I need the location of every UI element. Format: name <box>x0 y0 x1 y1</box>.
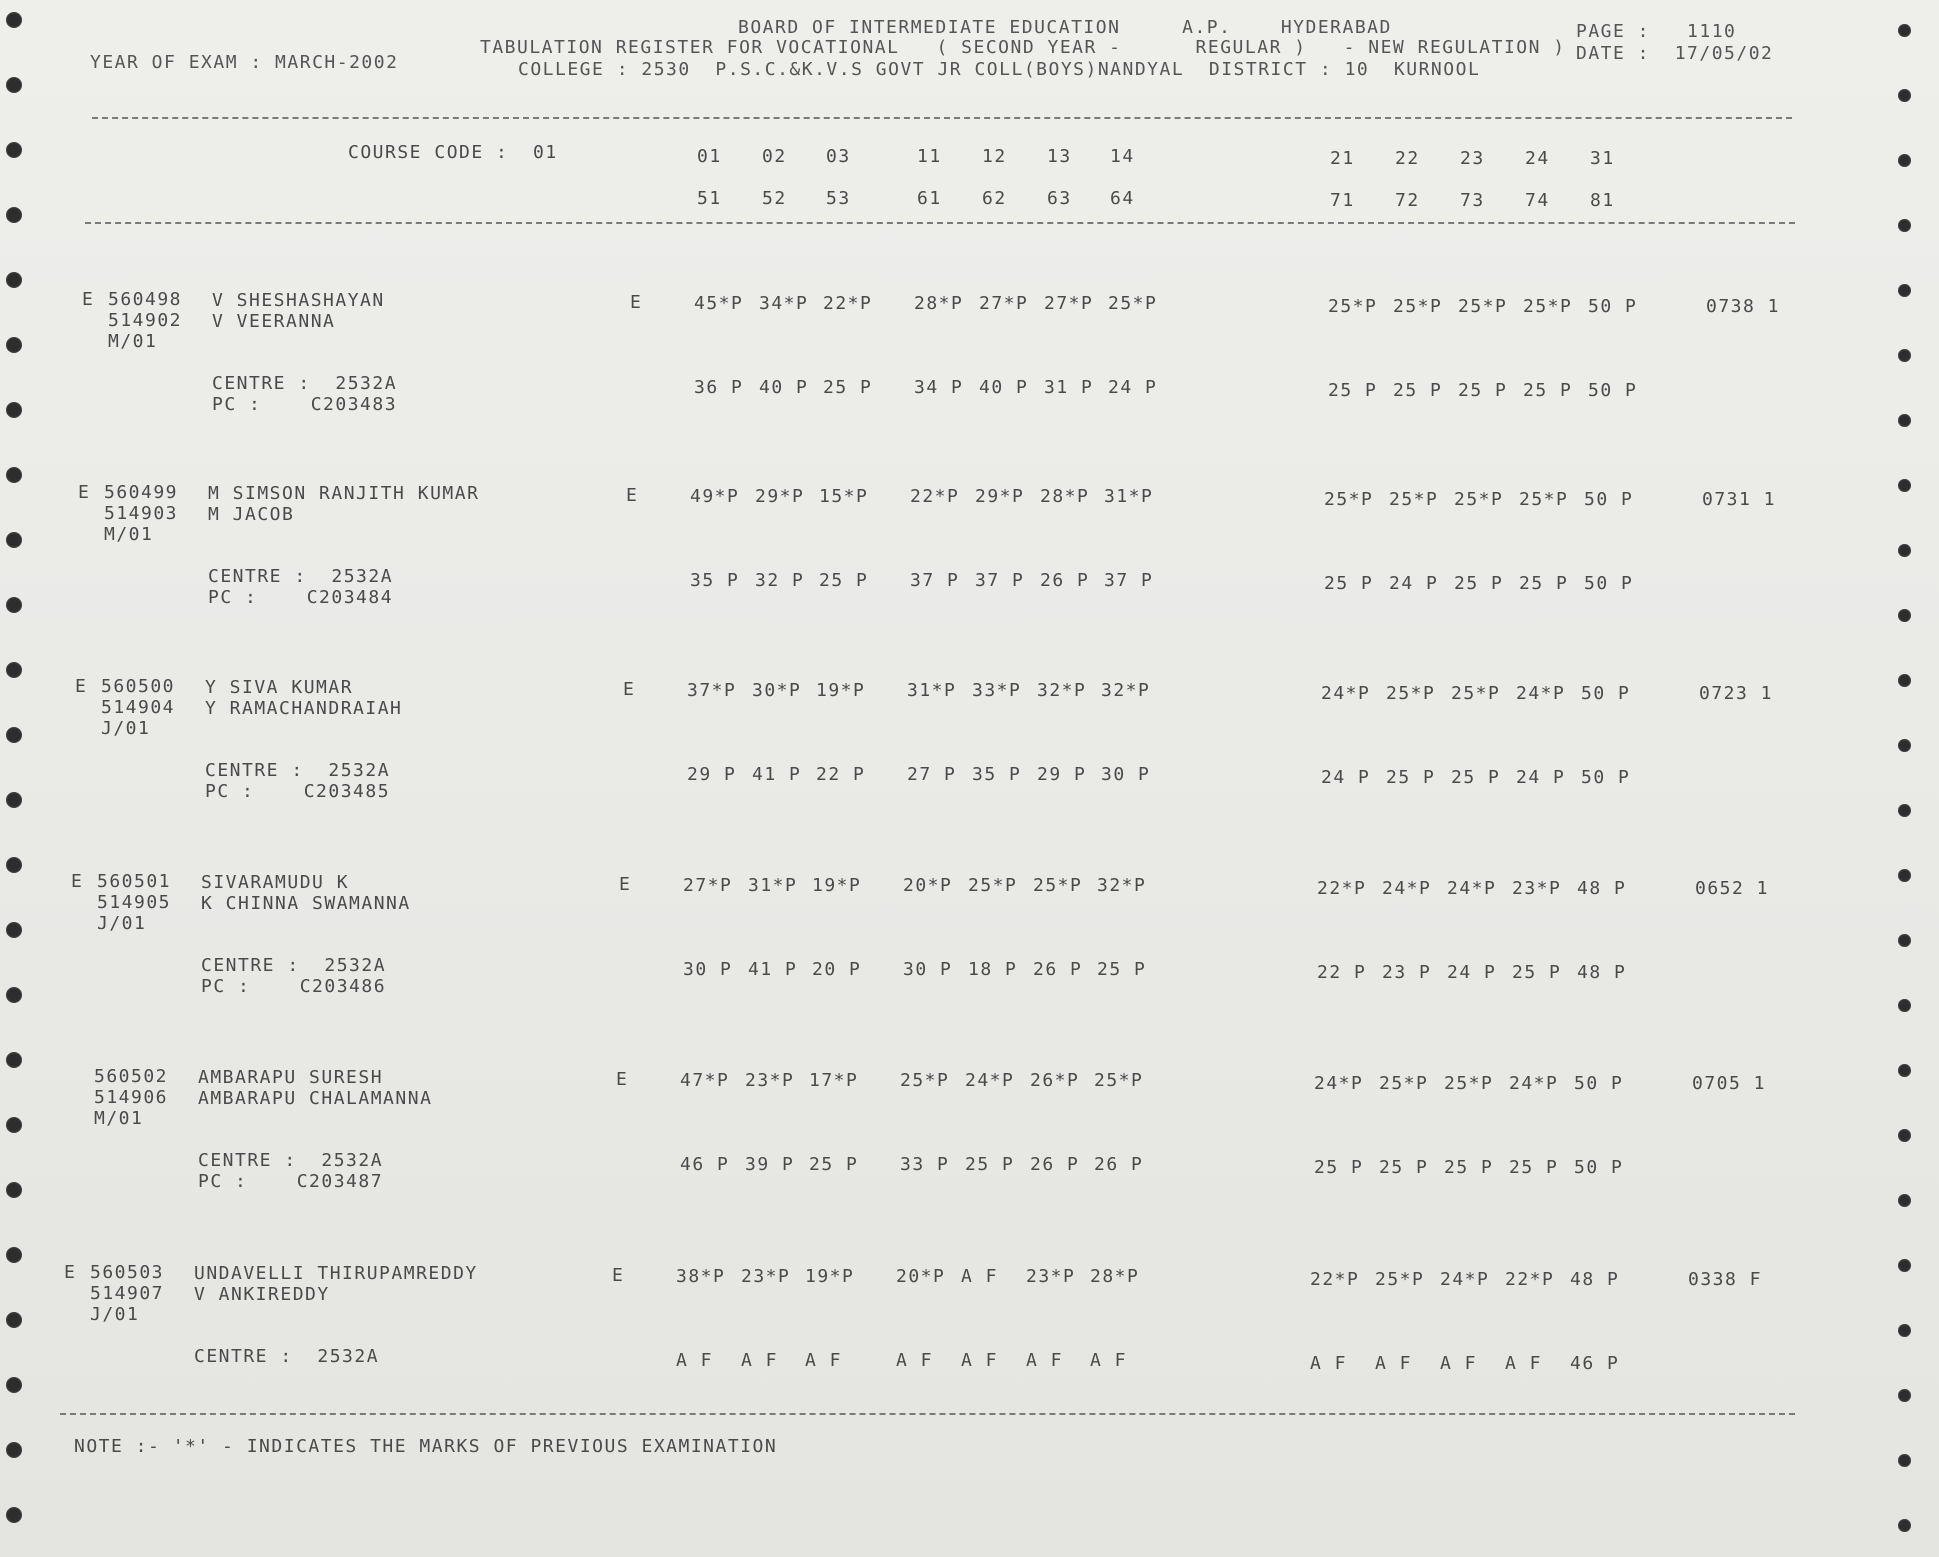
centre-code: CENTRE : 2532A <box>201 955 387 976</box>
sprocket-hole <box>6 12 22 28</box>
mark-cell: 25 P <box>1509 1157 1559 1178</box>
right-sprocket-holes <box>1880 0 1910 1557</box>
sprocket-hole <box>1898 89 1911 102</box>
total-result: 0338 F <box>1688 1269 1763 1290</box>
sprocket-hole <box>6 1377 22 1393</box>
mark-cell: 37 P <box>1104 570 1154 591</box>
sprocket-hole <box>1898 869 1911 882</box>
mark-cell: 19*P <box>816 680 866 701</box>
mark-cell: A F <box>961 1266 999 1287</box>
mark-cell: 25 P <box>965 1154 1015 1175</box>
sprocket-hole <box>6 467 22 483</box>
header-divider <box>92 117 1792 119</box>
mark-cell: 25*P <box>1324 489 1374 510</box>
mark-cell: 24*P <box>1382 878 1432 899</box>
print-date: DATE : 17/05/02 <box>1576 43 1774 64</box>
mark-cell: 25 P <box>809 1154 859 1175</box>
course-code-cell: 24 <box>1525 148 1550 169</box>
sprocket-hole <box>6 597 22 613</box>
mark-cell: 33 P <box>900 1154 950 1175</box>
mark-cell: 32*P <box>1101 680 1151 701</box>
mark-cell: 23 P <box>1382 962 1432 983</box>
sprocket-hole <box>1898 1389 1911 1402</box>
category: J/01 <box>90 1304 140 1325</box>
mark-cell: 22 P <box>1317 962 1367 983</box>
course-code-cell: 21 <box>1330 148 1355 169</box>
register-number: 514906 <box>94 1087 169 1108</box>
mark-cell: 25*P <box>1458 296 1508 317</box>
sprocket-hole <box>6 857 22 873</box>
sprocket-hole <box>6 532 22 548</box>
mark-cell: 31 P <box>1044 377 1094 398</box>
board-title: BOARD OF INTERMEDIATE EDUCATION A.P. HYDERABAD <box>738 17 1392 38</box>
mark-cell: 31*P <box>748 875 798 896</box>
mark-cell: 19*P <box>812 875 862 896</box>
mark-cell: 24 P <box>1447 962 1497 983</box>
mark-cell: 33*P <box>972 680 1022 701</box>
exam-flag: E <box>64 1262 77 1283</box>
sprocket-hole <box>1898 804 1911 817</box>
sprocket-hole <box>1898 609 1911 622</box>
mark-cell: 48 P <box>1577 962 1627 983</box>
register-number: 514903 <box>104 503 179 524</box>
mark-cell: A F <box>896 1350 934 1371</box>
medium: E <box>619 874 632 895</box>
mark-cell: 26 P <box>1030 1154 1080 1175</box>
mark-cell: 24 P <box>1389 573 1439 594</box>
student-name: V SHESHASHAYAN <box>212 290 385 311</box>
mark-cell: 24*P <box>1516 683 1566 704</box>
mark-cell: 20*P <box>903 875 953 896</box>
sprocket-hole <box>6 727 22 743</box>
mark-cell: 25 P <box>823 377 873 398</box>
sprocket-hole <box>1898 999 1911 1012</box>
mark-cell: 23*P <box>741 1266 791 1287</box>
mark-cell: 25 P <box>1393 380 1443 401</box>
sprocket-hole <box>6 1507 22 1523</box>
mark-cell: 24*P <box>1440 1269 1490 1290</box>
mark-cell: 25 P <box>1097 959 1147 980</box>
sprocket-hole <box>1898 674 1911 687</box>
mark-cell: 37 P <box>975 570 1025 591</box>
footnote: NOTE :- '*' - INDICATES THE MARKS OF PREVIOUS EXAMINATION <box>74 1436 778 1457</box>
mark-cell: A F <box>1090 1350 1128 1371</box>
sprocket-hole <box>1898 219 1911 232</box>
mark-cell: 24*P <box>965 1070 1015 1091</box>
sprocket-hole <box>1898 24 1911 37</box>
mark-cell: 50 P <box>1588 296 1638 317</box>
mark-cell: 27*P <box>1044 293 1094 314</box>
mark-cell: 29 P <box>687 764 737 785</box>
mark-cell: 31*P <box>1104 486 1154 507</box>
mark-cell: 26*P <box>1030 1070 1080 1091</box>
mark-cell: 22*P <box>910 486 960 507</box>
mark-cell: 29*P <box>755 486 805 507</box>
total-result: 0738 1 <box>1706 296 1781 317</box>
mark-cell: 23*P <box>745 1070 795 1091</box>
course-code-cell: 61 <box>917 188 942 209</box>
sprocket-hole <box>6 77 22 93</box>
course-code-cell: 12 <box>982 146 1007 167</box>
mark-cell: 31*P <box>907 680 957 701</box>
sprocket-hole <box>6 987 22 1003</box>
mark-cell: 25*P <box>1094 1070 1144 1091</box>
course-code-cell: 51 <box>697 188 722 209</box>
exam-flag: E <box>75 676 88 697</box>
mark-cell: 26 P <box>1033 959 1083 980</box>
mark-cell: 38*P <box>676 1266 726 1287</box>
exam-flag: E <box>78 482 91 503</box>
course-code-cell: 13 <box>1047 146 1072 167</box>
sprocket-hole <box>6 922 22 938</box>
centre-code: CENTRE : 2532A <box>205 760 391 781</box>
mark-cell: 41 P <box>752 764 802 785</box>
hall-ticket-number: 560502 <box>94 1066 169 1087</box>
sprocket-hole <box>6 1117 22 1133</box>
hall-ticket-number: 560501 <box>97 871 172 892</box>
mark-cell: 24*P <box>1314 1073 1364 1094</box>
hall-ticket-number: 560499 <box>104 482 179 503</box>
mark-cell: 25*P <box>900 1070 950 1091</box>
mark-cell: 25*P <box>1451 683 1501 704</box>
mark-cell: 47*P <box>680 1070 730 1091</box>
mark-cell: 25 P <box>819 570 869 591</box>
register-title: TABULATION REGISTER FOR VOCATIONAL ( SECOND YEAR - REGULAR ) - NEW REGULATION ) <box>480 37 1566 58</box>
course-code-cell: 14 <box>1110 146 1135 167</box>
mark-cell: 41 P <box>748 959 798 980</box>
mark-cell: 25*P <box>1375 1269 1425 1290</box>
mark-cell: 24 P <box>1516 767 1566 788</box>
mark-cell: 32*P <box>1097 875 1147 896</box>
mark-cell: A F <box>1375 1353 1413 1374</box>
mark-cell: 35 P <box>972 764 1022 785</box>
hall-ticket-number: 560503 <box>90 1262 165 1283</box>
medium: E <box>626 485 639 506</box>
mark-cell: 23*P <box>1512 878 1562 899</box>
category: M/01 <box>94 1108 144 1129</box>
exam-flag: E <box>71 871 84 892</box>
left-sprocket-holes <box>0 0 30 1557</box>
mark-cell: 25*P <box>1393 296 1443 317</box>
mark-cell: 25*P <box>1519 489 1569 510</box>
mark-cell: 25 P <box>1314 1157 1364 1178</box>
mark-cell: 40 P <box>759 377 809 398</box>
mark-cell: 39 P <box>745 1154 795 1175</box>
sprocket-hole <box>6 402 22 418</box>
pc-number: PC : C203483 <box>212 394 398 415</box>
pc-number: PC : C203485 <box>205 781 391 802</box>
mark-cell: 46 P <box>680 1154 730 1175</box>
category: J/01 <box>97 913 147 934</box>
father-name: K CHINNA SWAMANNA <box>201 893 411 914</box>
course-code-cell: 23 <box>1460 148 1485 169</box>
mark-cell: 29 P <box>1037 764 1087 785</box>
medium: E <box>630 292 643 313</box>
mark-cell: 15*P <box>819 486 869 507</box>
father-name: V ANKIREDDY <box>194 1284 330 1305</box>
course-code-cell: 03 <box>826 146 851 167</box>
course-code-cell: 71 <box>1330 190 1355 211</box>
course-code-cell: 64 <box>1110 188 1135 209</box>
mark-cell: 24*P <box>1321 683 1371 704</box>
mark-cell: 49*P <box>690 486 740 507</box>
course-code-cell: 62 <box>982 188 1007 209</box>
mark-cell: 50 P <box>1581 683 1631 704</box>
father-name: M JACOB <box>208 504 295 525</box>
mark-cell: 20 P <box>812 959 862 980</box>
register-number: 514904 <box>101 697 176 718</box>
sprocket-hole <box>1898 1454 1911 1467</box>
mark-cell: 50 P <box>1588 380 1638 401</box>
mark-cell: A F <box>805 1350 843 1371</box>
register-number: 514905 <box>97 892 172 913</box>
sprocket-hole <box>1898 1129 1911 1142</box>
register-number: 514902 <box>108 310 183 331</box>
sprocket-hole <box>1898 934 1911 947</box>
mark-cell: 25 P <box>1328 380 1378 401</box>
mark-cell: 36 P <box>694 377 744 398</box>
course-code-cell: 52 <box>762 188 787 209</box>
student-name: UNDAVELLI THIRUPAMREDDY <box>194 1263 478 1284</box>
sprocket-hole <box>1898 1064 1911 1077</box>
mark-cell: A F <box>676 1350 714 1371</box>
mark-cell: 28*P <box>1090 1266 1140 1287</box>
mark-cell: 25 P <box>1458 380 1508 401</box>
mark-cell: 28*P <box>914 293 964 314</box>
medium: E <box>616 1069 629 1090</box>
mark-cell: 25 P <box>1454 573 1504 594</box>
course-code-cell: 81 <box>1590 190 1615 211</box>
pc-number: PC : C203487 <box>198 1171 384 1192</box>
page-number: PAGE : 1110 <box>1576 21 1737 42</box>
mark-cell: 25*P <box>968 875 1018 896</box>
course-code-cell: 63 <box>1047 188 1072 209</box>
mark-cell: 50 P <box>1584 489 1634 510</box>
mark-cell: 19*P <box>805 1266 855 1287</box>
mark-cell: 17*P <box>809 1070 859 1091</box>
mark-cell: 18 P <box>968 959 1018 980</box>
category: M/01 <box>108 331 158 352</box>
mark-cell: A F <box>1440 1353 1478 1374</box>
sprocket-hole <box>6 142 22 158</box>
father-name: V VEERANNA <box>212 311 336 332</box>
register-number: 514907 <box>90 1283 165 1304</box>
mark-cell: 25*P <box>1386 683 1436 704</box>
mark-cell: 48 P <box>1570 1269 1620 1290</box>
mark-cell: 28*P <box>1040 486 1090 507</box>
student-name: AMBARAPU SURESH <box>198 1067 384 1088</box>
mark-cell: 27*P <box>979 293 1029 314</box>
mark-cell: 25*P <box>1523 296 1573 317</box>
mark-cell: 50 P <box>1581 767 1631 788</box>
mark-cell: 30 P <box>1101 764 1151 785</box>
mark-cell: 27 P <box>907 764 957 785</box>
course-code-cell: 53 <box>826 188 851 209</box>
mark-cell: 25 P <box>1324 573 1374 594</box>
sprocket-hole <box>1898 739 1911 752</box>
student-name: SIVARAMUDU K <box>201 872 350 893</box>
mark-cell: 37*P <box>687 680 737 701</box>
course-code: COURSE CODE : 01 <box>348 142 558 163</box>
sprocket-hole <box>6 1247 22 1263</box>
total-result: 0731 1 <box>1702 489 1777 510</box>
mark-cell: 25 P <box>1444 1157 1494 1178</box>
student-name: Y SIVA KUMAR <box>205 677 354 698</box>
mark-cell: 27*P <box>683 875 733 896</box>
total-result: 0723 1 <box>1699 683 1774 704</box>
sprocket-hole <box>6 272 22 288</box>
sprocket-hole <box>6 662 22 678</box>
mark-cell: 22*P <box>1317 878 1367 899</box>
year-of-exam: YEAR OF EXAM : MARCH-2002 <box>90 52 399 73</box>
mark-cell: 22*P <box>1505 1269 1555 1290</box>
mark-cell: 40 P <box>979 377 1029 398</box>
mark-cell: A F <box>741 1350 779 1371</box>
father-name: AMBARAPU CHALAMANNA <box>198 1088 433 1109</box>
student-name: M SIMSON RANJITH KUMAR <box>208 483 480 504</box>
centre-code: CENTRE : 2532A <box>198 1150 384 1171</box>
medium: E <box>623 679 636 700</box>
mark-cell: 24*P <box>1447 878 1497 899</box>
mark-cell: 29*P <box>975 486 1025 507</box>
sprocket-hole <box>1898 414 1911 427</box>
centre-code: CENTRE : 2532A <box>208 566 394 587</box>
mark-cell: 24 P <box>1108 377 1158 398</box>
college-line: COLLEGE : 2530 P.S.C.&K.V.S GOVT JR COLL(BOYS)NANDYAL DISTRICT : 10 KURNOOL <box>518 59 1481 80</box>
pc-number: PC : C203484 <box>208 587 394 608</box>
mark-cell: A F <box>1310 1353 1348 1374</box>
mark-cell: 30*P <box>752 680 802 701</box>
centre-code: CENTRE : 2532A <box>212 373 398 394</box>
mark-cell: 22 P <box>816 764 866 785</box>
mark-cell: 34*P <box>759 293 809 314</box>
course-code-cell: 11 <box>917 146 942 167</box>
pc-number: PC : C203486 <box>201 976 387 997</box>
mark-cell: 34 P <box>914 377 964 398</box>
sprocket-hole <box>1898 284 1911 297</box>
father-name: Y RAMACHANDRAIAH <box>205 698 403 719</box>
centre-code: CENTRE : 2532A <box>194 1346 380 1367</box>
mark-cell: A F <box>961 1350 999 1371</box>
mark-cell: 37 P <box>910 570 960 591</box>
total-result: 0705 1 <box>1692 1073 1767 1094</box>
mark-cell: 25*P <box>1444 1073 1494 1094</box>
sprocket-hole <box>1898 154 1911 167</box>
sprocket-hole <box>1898 1194 1911 1207</box>
mark-cell: 25 P <box>1451 767 1501 788</box>
sprocket-hole <box>6 792 22 808</box>
hall-ticket-number: 560500 <box>101 676 176 697</box>
mark-cell: 26 P <box>1094 1154 1144 1175</box>
mark-cell: 25*P <box>1328 296 1378 317</box>
mark-cell: 25 P <box>1523 380 1573 401</box>
mark-cell: 25*P <box>1033 875 1083 896</box>
medium: E <box>612 1265 625 1286</box>
mark-cell: 25 P <box>1386 767 1436 788</box>
mark-cell: 25*P <box>1454 489 1504 510</box>
sprocket-hole <box>6 207 22 223</box>
mark-cell: 30 P <box>903 959 953 980</box>
course-code-cell: 31 <box>1590 148 1615 169</box>
mark-cell: 46 P <box>1570 1353 1620 1374</box>
mark-cell: 25 P <box>1379 1157 1429 1178</box>
total-result: 0652 1 <box>1695 878 1770 899</box>
mark-cell: 22*P <box>1310 1269 1360 1290</box>
mark-cell: A F <box>1505 1353 1543 1374</box>
category: M/01 <box>104 524 154 545</box>
exam-flag: E <box>82 289 95 310</box>
mark-cell: 30 P <box>683 959 733 980</box>
mark-cell: 25*P <box>1379 1073 1429 1094</box>
mark-cell: 32 P <box>755 570 805 591</box>
sprocket-hole <box>6 337 22 353</box>
mark-cell: A F <box>1026 1350 1064 1371</box>
mark-cell: 25*P <box>1389 489 1439 510</box>
mark-cell: 48 P <box>1577 878 1627 899</box>
course-code-cell: 74 <box>1525 190 1550 211</box>
mark-cell: 50 P <box>1574 1157 1624 1178</box>
sprocket-hole <box>6 1052 22 1068</box>
mark-cell: 25 P <box>1519 573 1569 594</box>
mark-cell: 20*P <box>896 1266 946 1287</box>
course-code-cell: 72 <box>1395 190 1420 211</box>
mark-cell: 24*P <box>1509 1073 1559 1094</box>
sprocket-hole <box>1898 1324 1911 1337</box>
hall-ticket-number: 560498 <box>108 289 183 310</box>
mark-cell: 25*P <box>1108 293 1158 314</box>
course-code-cell: 73 <box>1460 190 1485 211</box>
mark-cell: 24 P <box>1321 767 1371 788</box>
course-code-cell: 02 <box>762 146 787 167</box>
course-code-cell: 22 <box>1395 148 1420 169</box>
sprocket-hole <box>1898 1259 1911 1272</box>
mark-cell: 25 P <box>1512 962 1562 983</box>
course-code-cell: 01 <box>697 146 722 167</box>
mark-cell: 23*P <box>1026 1266 1076 1287</box>
course-divider <box>85 222 1795 224</box>
sprocket-hole <box>1898 479 1911 492</box>
mark-cell: 32*P <box>1037 680 1087 701</box>
sprocket-hole <box>6 1312 22 1328</box>
mark-cell: 35 P <box>690 570 740 591</box>
mark-cell: 45*P <box>694 293 744 314</box>
mark-cell: 50 P <box>1584 573 1634 594</box>
mark-cell: 22*P <box>823 293 873 314</box>
category: J/01 <box>101 718 151 739</box>
mark-cell: 26 P <box>1040 570 1090 591</box>
mark-cell: 50 P <box>1574 1073 1624 1094</box>
sprocket-hole <box>6 1442 22 1458</box>
sprocket-hole <box>6 1182 22 1198</box>
footer-divider <box>60 1413 1795 1415</box>
sprocket-hole <box>1898 349 1911 362</box>
sprocket-hole <box>1898 1519 1911 1532</box>
sprocket-hole <box>1898 544 1911 557</box>
